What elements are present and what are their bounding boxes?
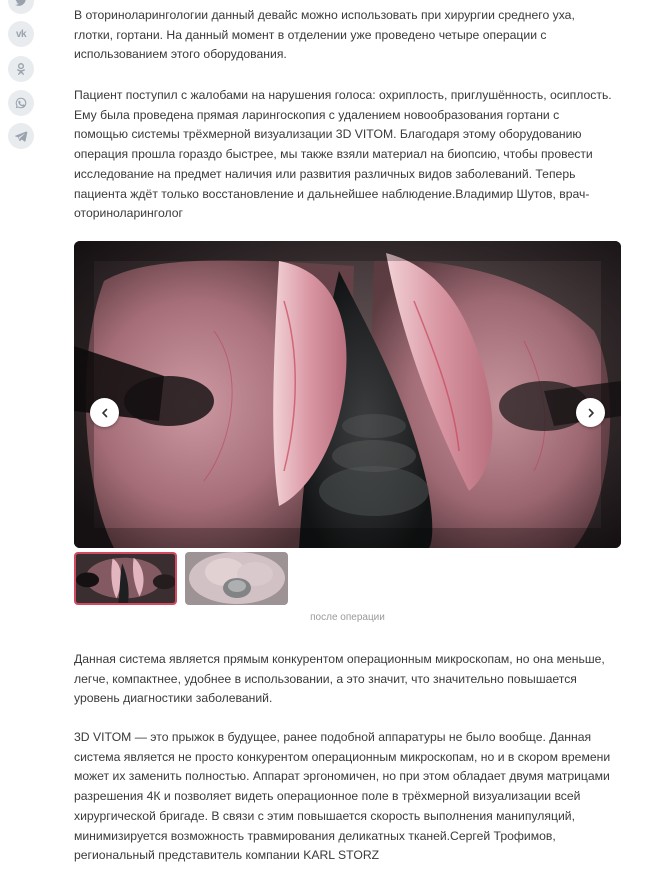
share-telegram-button[interactable] xyxy=(8,123,34,149)
thumbnail-image xyxy=(185,552,288,605)
vk-icon: vk xyxy=(15,28,27,40)
twitter-icon xyxy=(14,0,28,8)
laryngoscopy-photo xyxy=(74,241,621,548)
telegram-icon xyxy=(14,129,28,143)
image-gallery xyxy=(74,241,621,548)
odnoklassniki-icon xyxy=(14,62,28,76)
share-vk-button[interactable] xyxy=(8,21,34,47)
article-paragraph: 3D VITOM — это прыжок в будущее, ранее подобной аппаратуры не было вообще. Данная система является не просто конкурентом операционным микроскопам, но и в скором времени может их заменить полностью. Аппарат эргономичен, но при этом обладает двумя матрицами разрешения 4К и позволяет видеть операционное поле в трёхмерной визуализации всей хирургической бригаде. В связи с этим повышается скорость выполнения манипуляций, минимизируется возможность травмирования деликатных тканей.Сергей Трофимов, региональный представитель компании KARL STORZ xyxy=(74,730,611,863)
whatsapp-icon xyxy=(14,96,28,110)
share-whatsapp-button[interactable] xyxy=(8,90,34,116)
article-paragraph: Данная система является прямым конкурентом операционным микроскопам, но она меньше, легче, компактнее, удобнее в использовании, а это значит, что значительно повышается уровень диагностики заболеваний. xyxy=(74,652,605,706)
chevron-right-icon xyxy=(586,408,596,418)
gallery-prev-button[interactable] xyxy=(90,398,119,427)
gallery-caption: после операции xyxy=(310,612,385,623)
article-paragraph: Пациент поступил с жалобами на нарушения голоса: охриплость, приглушённость, осиплость. Ему была проведена прямая ларингоскопия с удалением новообразования гортани с помощью системы трёхмерной визуализации 3D VITOM. Благодаря этому оборудованию операция прошла гораздо быстрее, мы также взяли материал на биопсию, чтобы провести исследование на предмет наличия или развития различных видов заболеваний. Теперь пациента ждёт только восстановление и дальнейшее наблюдение.Владимир Шутов, врач-оториноларинголог xyxy=(74,88,612,221)
gallery-thumbnail-2[interactable] xyxy=(185,552,288,605)
share-odnoklassniki-button[interactable] xyxy=(8,56,34,82)
article-paragraph: В оториноларингологии данный девайс можно использовать при хирургии среднего уха, глотки, гортани. На данный момент в отделении уже проведено четыре операции с использованием этого оборудования. xyxy=(74,8,575,62)
chevron-left-icon xyxy=(100,408,110,418)
thumbnail-image xyxy=(76,554,175,603)
gallery-thumbnail-1[interactable] xyxy=(74,552,177,605)
share-twitter-button[interactable] xyxy=(8,0,34,14)
gallery-next-button[interactable] xyxy=(576,398,605,427)
